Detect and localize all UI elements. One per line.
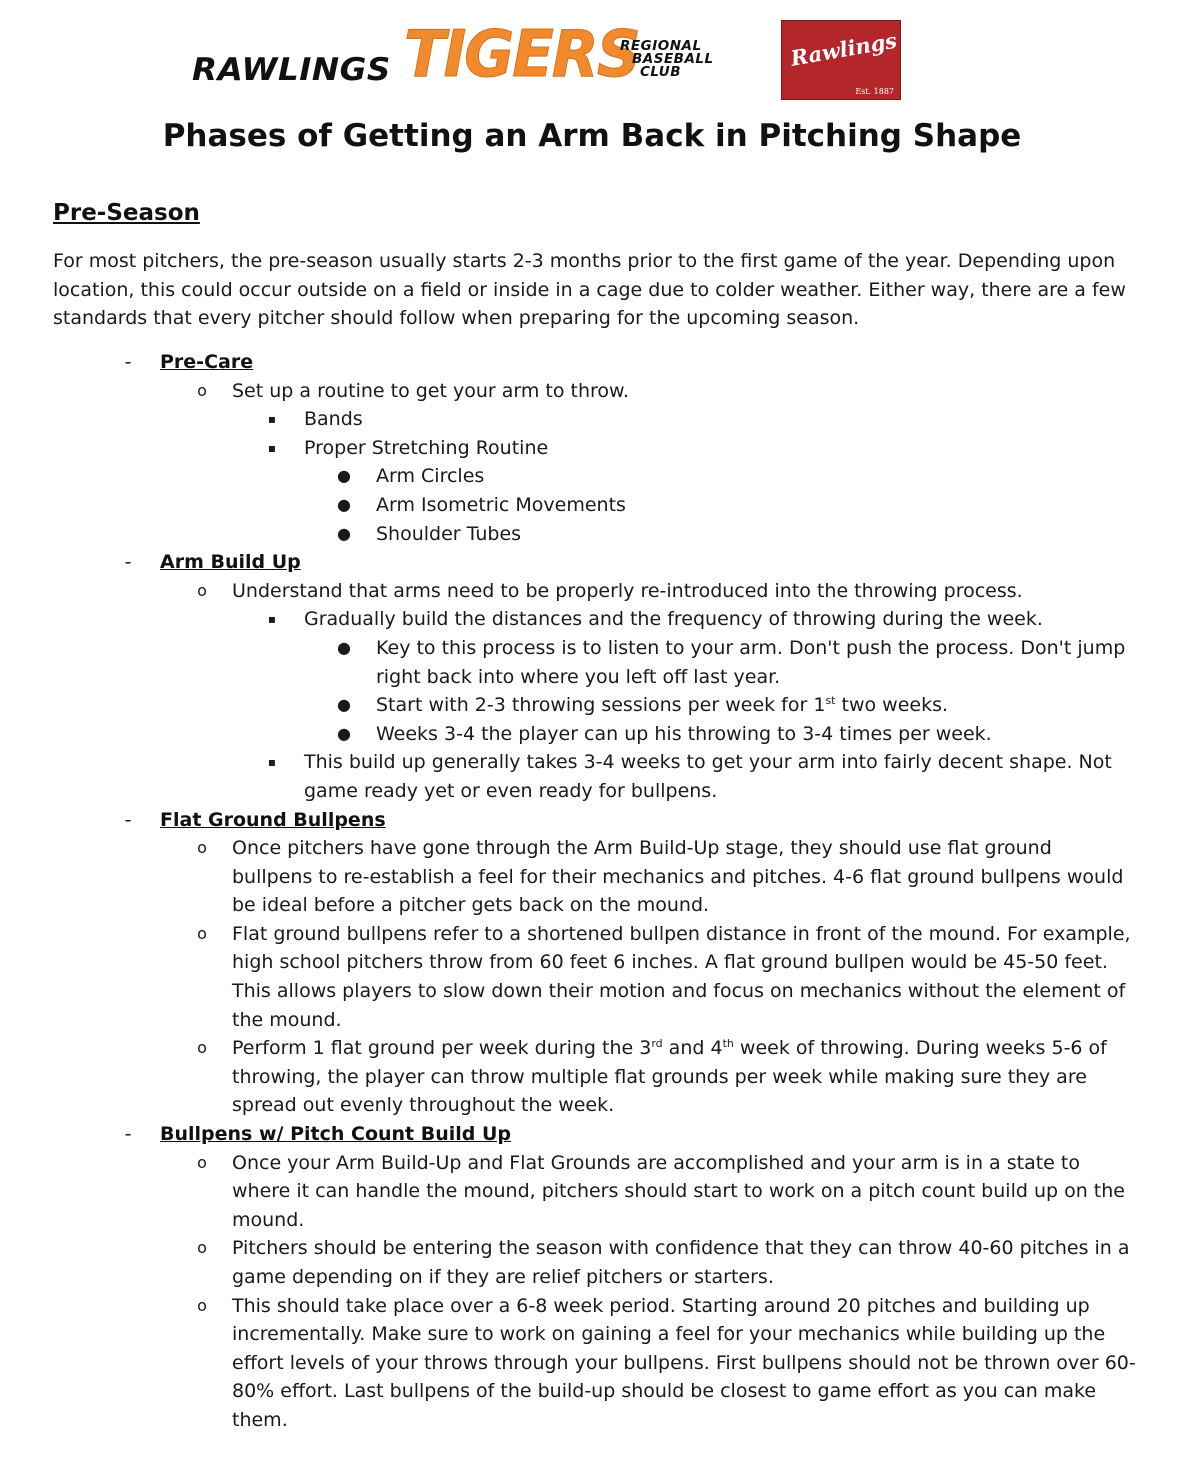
- list-item: [0, 577, 1184, 606]
- club-line-2: BASEBALL: [632, 51, 714, 67]
- regional-baseball-club-wordmark: [620, 40, 714, 79]
- list-item-text: Arm Isometric Movements: [376, 493, 626, 516]
- list-item: [0, 834, 1184, 920]
- club-line-1: REGIONAL: [620, 38, 702, 54]
- club-line-3: CLUB: [640, 64, 682, 80]
- list-item: [0, 405, 1184, 434]
- header-logos: [0, 14, 1184, 104]
- list-item-text: Proper Stretching Routine: [304, 436, 549, 459]
- list-item-text: Flat ground bullpens refer to a shortened bullpen distance in front of the mound. For example, high school pitchers throw from 60 feet 6 inches. A flat ground bullpen would be 45-50 feet. This allows players to slow down their motion and focus on mechanics without the element of the mound.: [232, 922, 1131, 1031]
- circle-marker: o: [197, 580, 207, 600]
- outline-heading-flat-ground-bullpens: [0, 806, 1184, 835]
- list-item-text: [232, 1034, 1137, 1120]
- list-item-text: Bands: [304, 408, 363, 431]
- list-item-text: Pitchers should be entering the season with confidence that they can throw 40-60 pitches in a game depending on if they are relief pitchers or starters.: [232, 1237, 1130, 1288]
- outline-heading-label: Arm Build Up: [160, 551, 301, 574]
- outline-heading-label: Bullpens w/ Pitch Count Build Up: [160, 1123, 512, 1146]
- dot-bullet-marker: ●: [337, 523, 351, 543]
- dot-bullet-marker: ●: [337, 723, 351, 743]
- list-item-text: Arm Circles: [376, 465, 485, 488]
- circle-marker: o: [197, 1038, 207, 1058]
- list-item-text: Key to this process is to listen to your arm. Don't push the process. Don't jump right back into where you left off last year.: [376, 636, 1126, 688]
- circle-marker: o: [197, 1238, 207, 1258]
- dash-marker: -: [124, 551, 132, 574]
- list-item-text: [376, 691, 1137, 720]
- circle-marker: o: [197, 1295, 207, 1315]
- list-item: [0, 1034, 1184, 1120]
- square-bullet-marker: ▪: [267, 440, 277, 455]
- page-title: Phases of Getting an Arm Back in Pitching Shape: [162, 118, 1022, 154]
- dot-bullet-marker: ●: [337, 637, 351, 657]
- list-item: [0, 634, 1184, 691]
- ordinal-suffix: th: [722, 1037, 734, 1051]
- list-item-text: This should take place over a 6-8 week period. Starting around 20 pitches and building up incrementally. Make sure to work on gaining a feel for your mechanics while building up the effort levels of your throws through your bullpens. First bullpens should not be thrown over 60-80% effort. Last bullpens of the build-up should be closest to game effort as you can make them.: [232, 1294, 1136, 1431]
- dash-marker: -: [124, 808, 132, 831]
- rawlings-wordmark: RAWLINGS: [192, 52, 391, 88]
- phases-outline: [0, 348, 1184, 1435]
- square-bullet-marker: ▪: [267, 412, 277, 427]
- dot-bullet-marker: ●: [337, 695, 351, 715]
- list-item-text: This build up generally takes 3-4 weeks to get your arm into fairly decent shape. Not game ready yet or even ready for bullpens.: [304, 751, 1112, 802]
- text-run: Perform 1 flat ground per week during the 3: [232, 1037, 652, 1060]
- text-run: Start with 2-3 throwing sessions per week for 1: [376, 694, 826, 717]
- text-run: week of throwing. During weeks 5-6 of throwing, the player can throw multiple flat grounds per week while making sure they are spread out evenly throughout the week.: [232, 1037, 1107, 1117]
- square-bullet-marker: ▪: [267, 612, 277, 627]
- list-item: [0, 434, 1184, 463]
- circle-marker: o: [197, 1152, 207, 1172]
- list-item: [0, 691, 1184, 720]
- intro-paragraph: For most pitchers, the pre-season usually starts 2-3 months prior to the first game of the year. Depending upon location, this could occur outside on a field or inside in a cage due to colder weather. Either way, there are a few standards that every pitcher should follow when preparing for the upcoming season.: [53, 250, 1126, 330]
- outline-heading-bullpens-pitch-count: [0, 1120, 1184, 1149]
- circle-marker: o: [197, 923, 207, 943]
- dot-bullet-marker: ●: [337, 494, 351, 514]
- circle-marker: o: [197, 838, 207, 858]
- ordinal-suffix: rd: [651, 1037, 663, 1051]
- outline-heading-label: Pre-Care: [160, 351, 254, 373]
- list-item: [0, 462, 1184, 491]
- list-item: [0, 377, 1184, 406]
- list-item: [0, 920, 1184, 1034]
- list-item: [0, 1292, 1184, 1435]
- list-item: [0, 720, 1184, 749]
- circle-marker: o: [197, 380, 207, 400]
- list-item-text: Once pitchers have gone through the Arm Build-Up stage, they should use flat ground bullpens to re-establish a feel for their mechanics and pitches. 4-6 flat ground bullpens would be ideal before a pitcher gets back on the mound.: [232, 837, 1124, 917]
- list-item-text: Weeks 3-4 the player can up his throwing to 3-4 times per week.: [376, 722, 992, 745]
- dot-bullet-marker: ●: [337, 466, 351, 486]
- text-run: and 4: [662, 1037, 723, 1060]
- list-item-text: Shoulder Tubes: [376, 522, 522, 545]
- outline-heading-pre-care: [0, 348, 1184, 377]
- rawlings-patch-logo: [781, 20, 901, 100]
- list-item: [0, 605, 1184, 634]
- list-item-text: Understand that arms need to be properly re-introduced into the throwing process.: [232, 579, 1023, 602]
- dash-marker: -: [124, 1123, 132, 1146]
- list-item: [0, 748, 1184, 805]
- outline-heading-label: Flat Ground Bullpens: [160, 808, 386, 831]
- text-run: two weeks.: [835, 694, 949, 717]
- list-item: [0, 1234, 1184, 1291]
- square-bullet-marker: ▪: [267, 755, 277, 770]
- rawlings-patch-script: Rawlings: [788, 27, 899, 71]
- list-item: [0, 491, 1184, 520]
- rawlings-patch-est: Est. 1887: [855, 87, 894, 96]
- list-item-text: Gradually build the distances and the frequency of throwing during the week.: [304, 608, 1043, 631]
- list-item: [0, 1149, 1184, 1235]
- section-heading-pre-season: Pre-Season: [53, 200, 200, 226]
- list-item-text: Set up a routine to get your arm to throw.: [232, 379, 629, 402]
- ordinal-suffix: st: [825, 694, 836, 708]
- outline-heading-arm-build-up: [0, 548, 1184, 577]
- tigers-wordmark: TIGERS: [404, 18, 639, 92]
- list-item: [0, 520, 1184, 549]
- list-item-text: Once your Arm Build-Up and Flat Grounds are accomplished and your arm is in a state to where it can handle the mound, pitchers should start to work on a pitch count build up on the mound.: [232, 1151, 1125, 1231]
- dash-marker: -: [124, 351, 132, 373]
